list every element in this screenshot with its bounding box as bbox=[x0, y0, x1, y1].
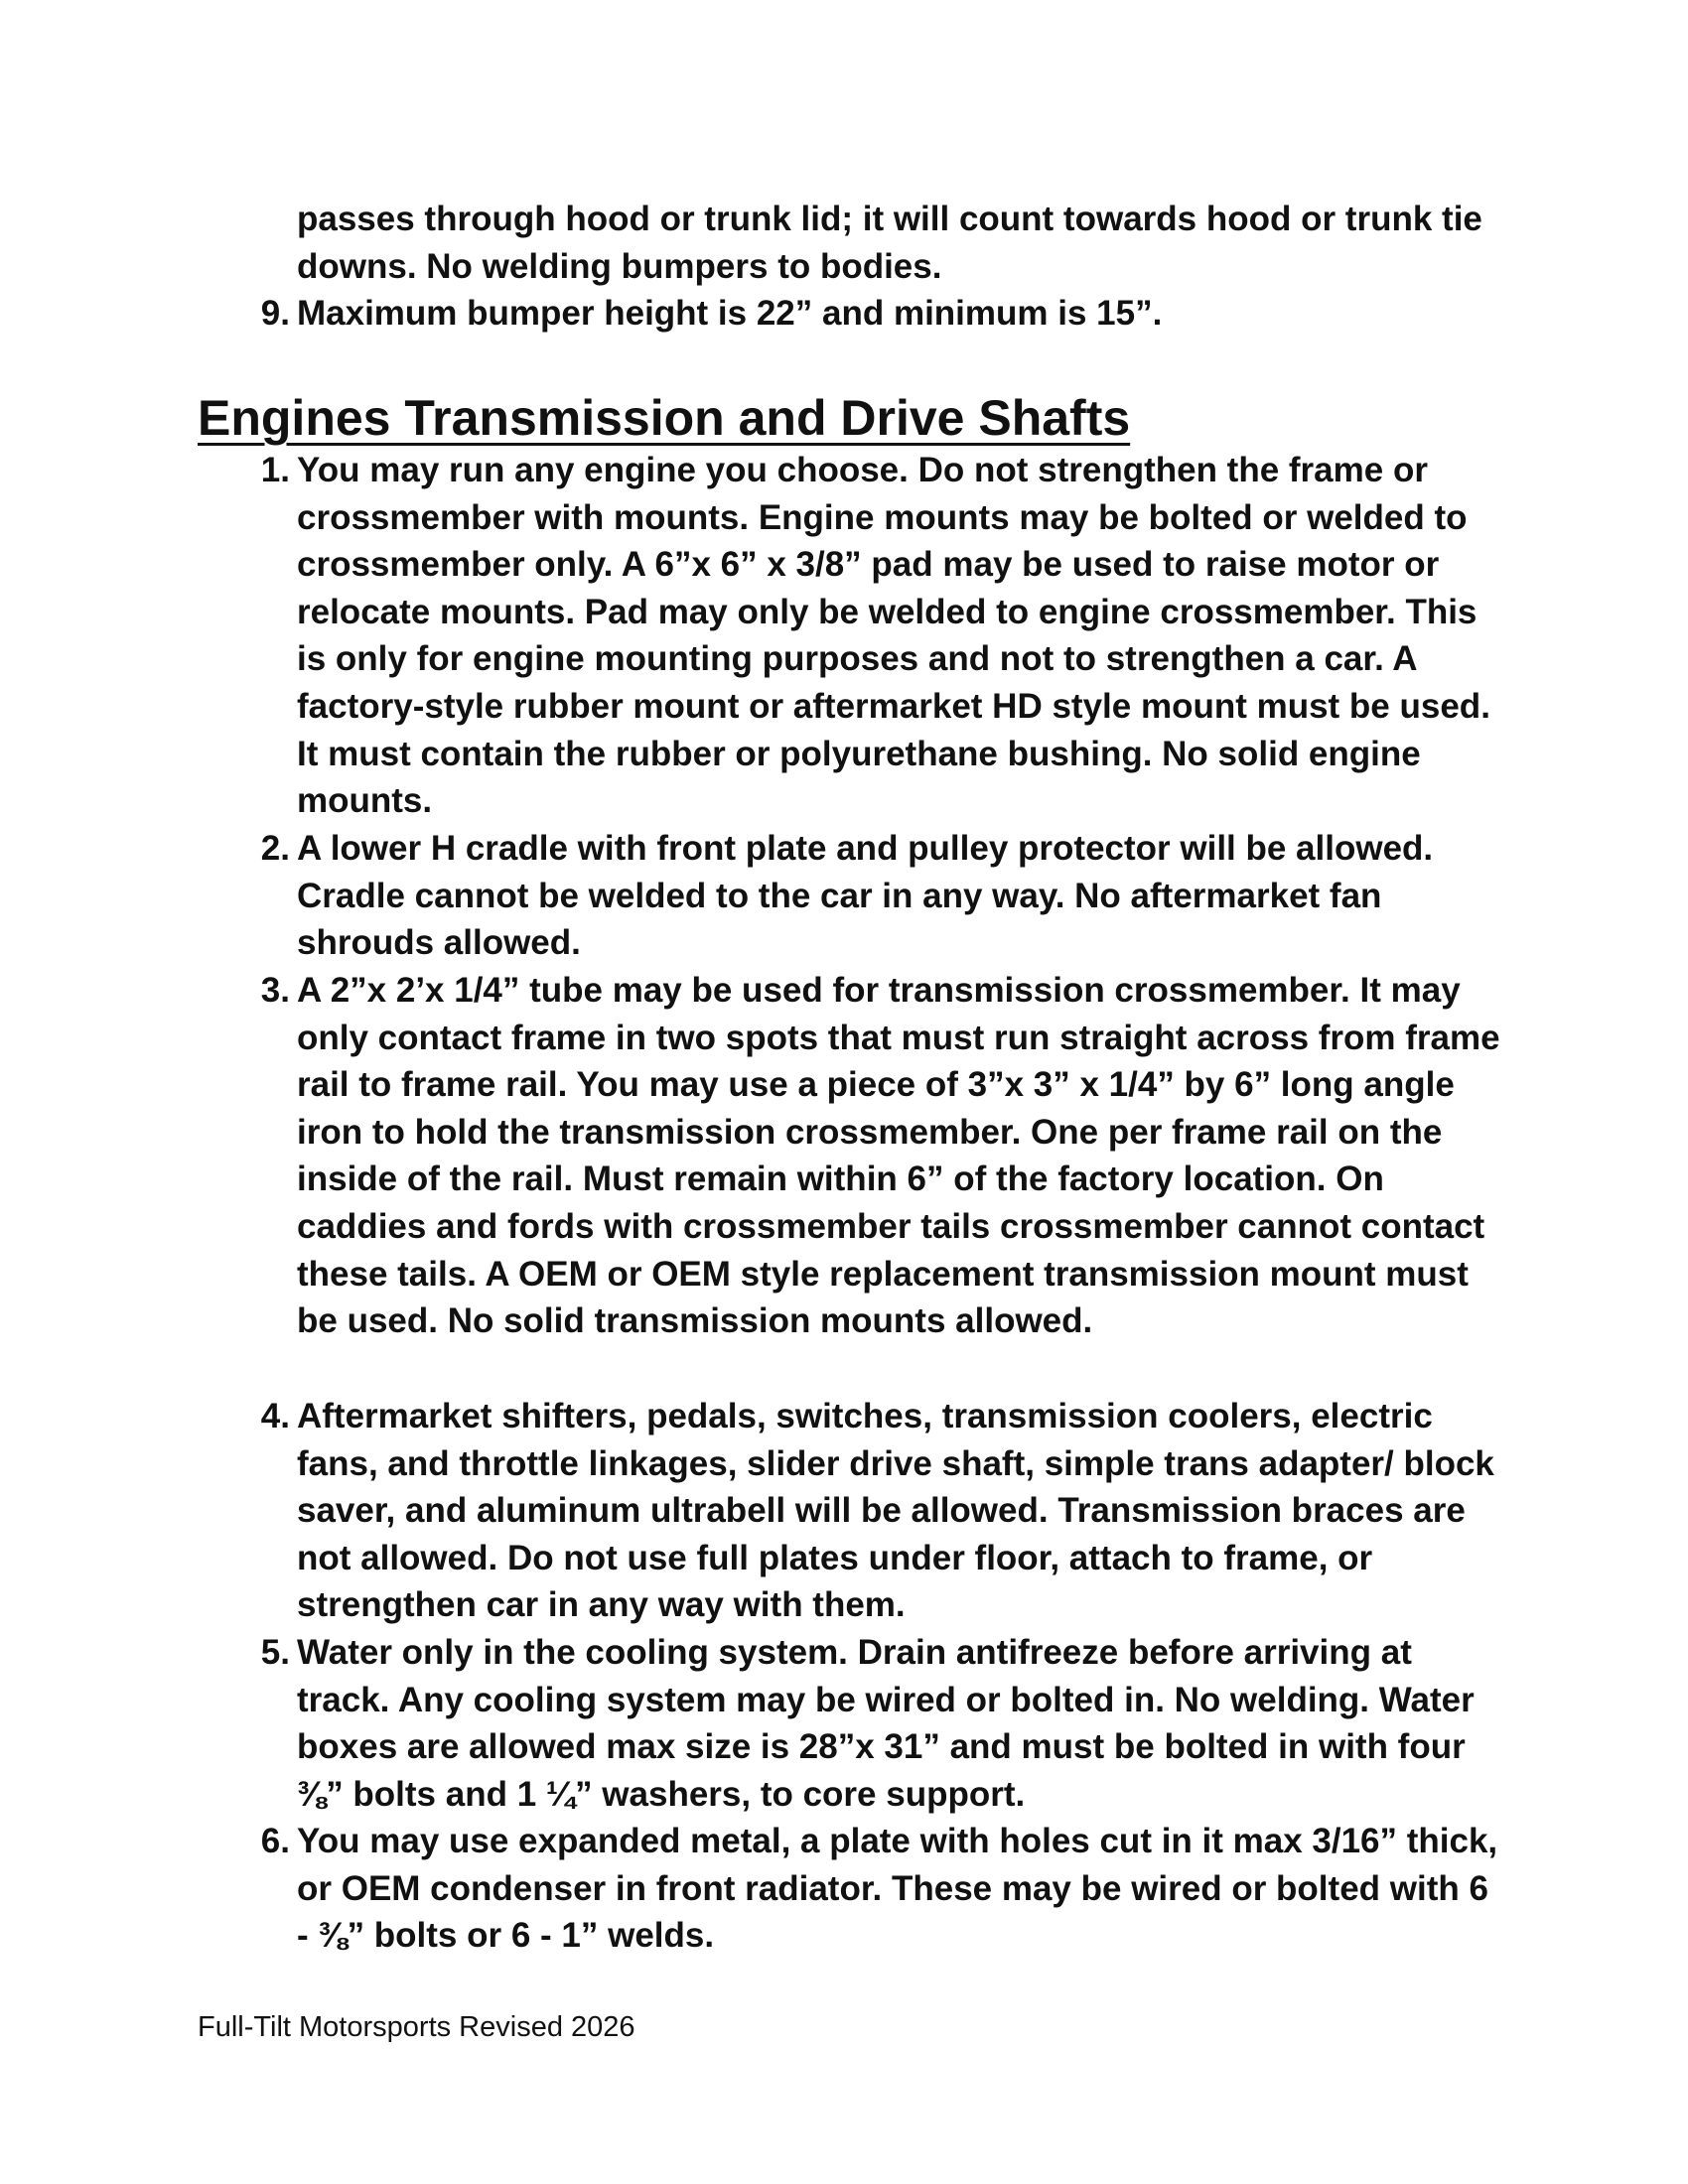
rule-number: 5. bbox=[260, 1633, 290, 1672]
rule-number: 9. bbox=[260, 294, 290, 333]
rule-text: A 2”x 2’x 1/4” tube may be used for transmission crossmember. It may only contact frame in two spots that must run straight across from frame rail to frame rail. You may use a piece of 3”x 3” x 1/4” by 6” long angle iron to hold the transmission crossmember. One per frame rail on the inside of the rail. Must remain within 6” of the factory location. On caddies and fords with crossmember tails crossmember cannot contact these tails. A OEM or OEM style replacement transmission mount must be used. No solid transmission mounts allowed. bbox=[297, 971, 1500, 1341]
rule-text: Maximum bumper height is 22” and minimum is 15”. bbox=[297, 294, 1163, 333]
page-footer: Full-Tilt Motorsports Revised 2026 bbox=[198, 2011, 635, 2043]
engine-rule-2 bbox=[260, 825, 1503, 967]
rule-text: Aftermarket shifters, pedals, switches, transmission coolers, electric fans, and throttle linkages, slider drive shaft, simple trans adapter/ block saver, and aluminum ultrabell will be allowed. Transmission braces are not allowed. Do not use full plates under floor, attach to frame, or strengthen car in any way with them. bbox=[297, 1397, 1494, 1625]
rule-number: 4. bbox=[260, 1397, 290, 1435]
engine-rule-6 bbox=[260, 1818, 1503, 1960]
rule-number: 2. bbox=[260, 829, 290, 868]
rule-number: 3. bbox=[260, 971, 290, 1010]
rule-text: You may use expanded metal, a plate with holes cut in it max 3/16” thick, or OEM condenser in front radiator. These may be wired or bolted with 6 - ⅜” bolts or 6 - 1” welds. bbox=[297, 1822, 1498, 1956]
section-heading: Engines Transmission and Drive Shafts bbox=[198, 390, 1131, 446]
rule-text: A lower H cradle with front plate and pulley protector will be allowed. Cradle cannot be welded to the car in any way. No aftermarket fan shrouds allowed. bbox=[297, 829, 1434, 963]
engine-rule-3 bbox=[260, 967, 1503, 1345]
rule-text: You may run any engine you choose. Do not strengthen the frame or crossmember with mounts. Engine mounts may be bolted or welded to crossmember only. A 6”x 6” x 3/8” pad may be used to raise motor or relocate mounts. Pad may only be welded to engine crossmember. This is only for engine mounting purposes and not to strengthen a car. A factory-style rubber mount or aftermarket HD style mount must be used. It must contain the rubber or polyurethane bushing. No solid engine mounts. bbox=[297, 451, 1490, 821]
continued-paragraph: passes through hood or trunk lid; it will count towards hood or trunk tie downs. No welding bumpers to bodies. bbox=[297, 200, 1482, 286]
bumper-rule-9 bbox=[260, 290, 1503, 338]
rule-number: 6. bbox=[260, 1822, 290, 1860]
engine-rule-5 bbox=[260, 1629, 1503, 1818]
rule-number: 1. bbox=[260, 451, 290, 489]
engine-rule-4 bbox=[260, 1393, 1503, 1629]
rule-text: Water only in the cooling system. Drain antifreeze before arriving at track. Any cooling system may be wired or bolted in. No welding. Water boxes are allowed max size is 28”x 31” and must be bolted in with four ⅜” bolts and 1 ¼” washers, to core support. bbox=[297, 1633, 1475, 1814]
engine-rule-1 bbox=[260, 447, 1503, 825]
